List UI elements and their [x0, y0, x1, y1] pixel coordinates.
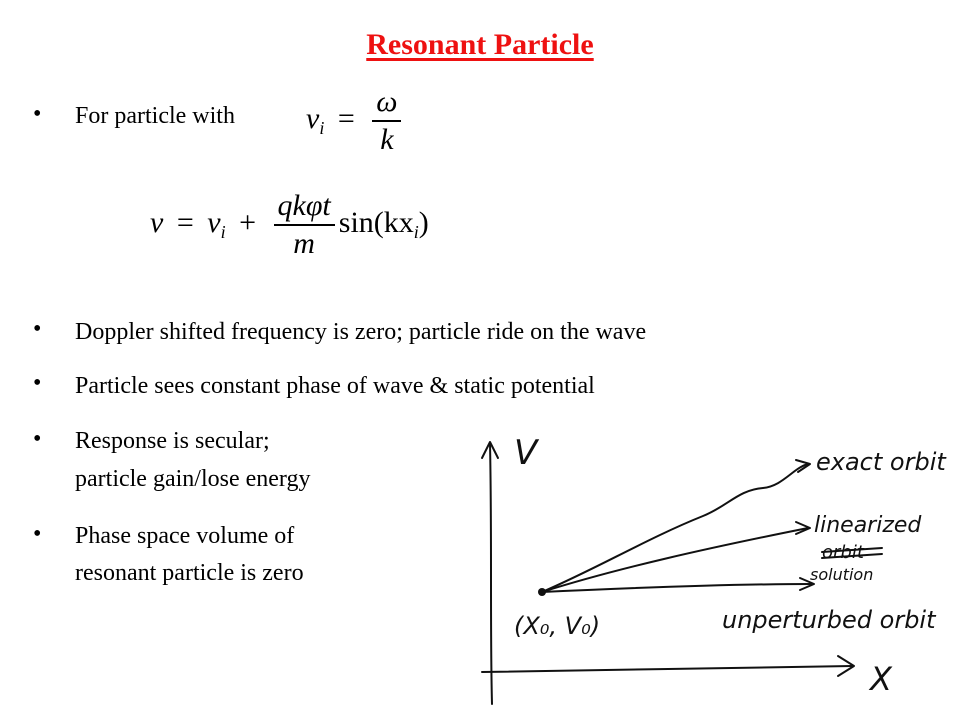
unperturbed-orbit-label: unperturbed orbit [722, 606, 936, 634]
eq1-lhs-sub: i [319, 117, 325, 138]
eq1-equals: = [337, 101, 355, 135]
eq1-denominator: k [380, 123, 394, 156]
equation-velocity [150, 188, 429, 262]
bullet-text-secular: Response is secular; [75, 428, 270, 454]
slide-title: Resonant Particle [366, 28, 594, 61]
eq2-fraction [274, 188, 335, 262]
bullet-text-particle-with: For particle with [75, 103, 235, 129]
linearized-curve [542, 528, 808, 592]
eq2-func-sub: i [413, 221, 419, 242]
eq2-denominator: m [293, 227, 315, 260]
start-point-label: (X₀, V₀) [514, 612, 601, 640]
eq1-numerator: ω [376, 85, 398, 118]
eq2-func-close: ) [418, 205, 429, 239]
bullet-marker: • [33, 370, 42, 396]
x-axis-line [482, 666, 852, 672]
bullet-text-resonant-zero: resonant particle is zero [75, 560, 304, 586]
bullet-marker: • [33, 101, 42, 127]
bullet-text-doppler: Doppler shifted frequency is zero; particle ride on the wave [75, 319, 647, 345]
eq2-term1-sub: i [220, 221, 226, 242]
start-point-dot [538, 588, 546, 596]
eq1-fraction [372, 84, 401, 158]
eq1-lhs: v [306, 101, 320, 135]
solution-label: solution [810, 565, 874, 584]
eq2-equals: = [176, 205, 194, 239]
equation-resonance-condition [306, 84, 405, 158]
phase-space-sketch [478, 428, 948, 720]
bullet-marker: • [33, 316, 42, 342]
bullet-text-gain-lose: particle gain/lose energy [75, 466, 311, 492]
struck-orbit-label: orbit [822, 542, 864, 563]
exact-orbit-label: exact orbit [816, 448, 946, 476]
unperturbed-curve [542, 584, 813, 592]
y-axis-line [490, 444, 492, 704]
eq2-func: sin(kx [338, 205, 414, 239]
x-axis-label: X [870, 660, 892, 698]
bullet-marker: • [33, 426, 42, 452]
bullet-marker: • [33, 521, 42, 547]
eq2-plus: + [239, 205, 257, 239]
eq2-lhs: v [150, 205, 164, 239]
eq2-term1: v [207, 205, 221, 239]
y-axis-label: V [514, 433, 538, 473]
bullet-text-constant-phase: Particle sees constant phase of wave & static potential [75, 373, 595, 399]
bullet-text-phase-space: Phase space volume of [75, 523, 295, 549]
linearized-label: linearized [814, 513, 922, 538]
exact-orbit-curve [542, 464, 808, 592]
eq2-numerator: qkφt [277, 189, 331, 222]
